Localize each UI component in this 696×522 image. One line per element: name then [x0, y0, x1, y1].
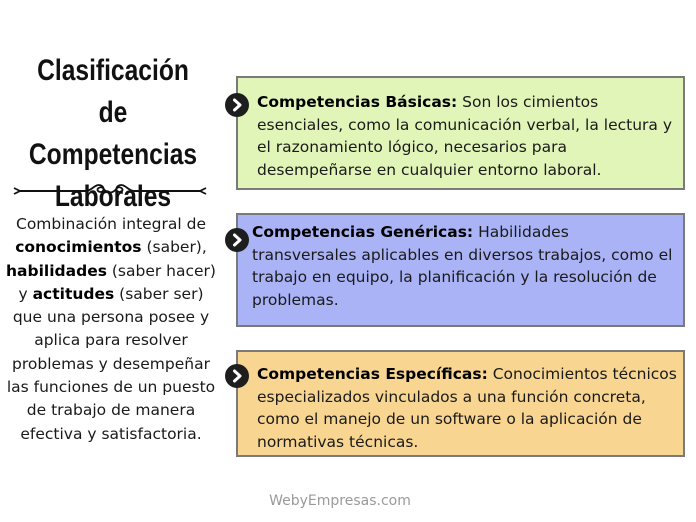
card-text	[257, 363, 679, 453]
card-body: Conocimientos técnicos especializados vinculados a una función concreta, como el manejo de un software o la aplicación de normativas técnicas.	[257, 365, 677, 451]
footer-watermark: WebyEmpresas.com	[269, 493, 411, 509]
keyword-habilidades: habilidades	[6, 261, 107, 280]
card-competencias-genericas	[236, 213, 685, 327]
card-text	[252, 221, 677, 311]
keyword-actitudes: actitudes	[32, 284, 115, 303]
ornamental-divider-icon	[12, 176, 208, 200]
card-text	[257, 91, 677, 181]
chevron-right-icon	[225, 228, 249, 252]
card-heading: Competencias Específicas:	[257, 365, 488, 383]
card-competencias-especificas	[236, 350, 685, 457]
title-line-2: Competencias	[28, 138, 198, 171]
card-body: Son los cimientos esenciales, como la comunicación verbal, la lectura y el razonamiento lógico, necesarios para desempeñarse en cualquier entorno laboral.	[257, 93, 673, 179]
card-heading: Competencias Genéricas:	[252, 223, 474, 241]
title-line-3: Laborales	[54, 180, 172, 213]
card-heading: Competencias Básicas:	[257, 93, 458, 111]
chevron-right-icon	[225, 93, 249, 117]
keyword-conocimientos: conocimientos	[15, 238, 142, 257]
competencias-description: Combinación integral de conocimientos (saber), habilidades (saber hacer) y actitudes (saber ser) que una persona posee y aplica para resolver problemas y desempeñar las funciones de un puesto de trabajo de manera efectiva y satisfactoria.	[6, 215, 216, 443]
title-line-1: Clasificación de	[37, 54, 189, 129]
card-competencias-basicas	[236, 76, 685, 190]
chevron-right-icon	[225, 364, 249, 388]
card-body: Habilidades transversales aplicables en diversos trabajos, como el trabajo en equipo, la planificación y la resolución de problemas.	[252, 223, 673, 309]
